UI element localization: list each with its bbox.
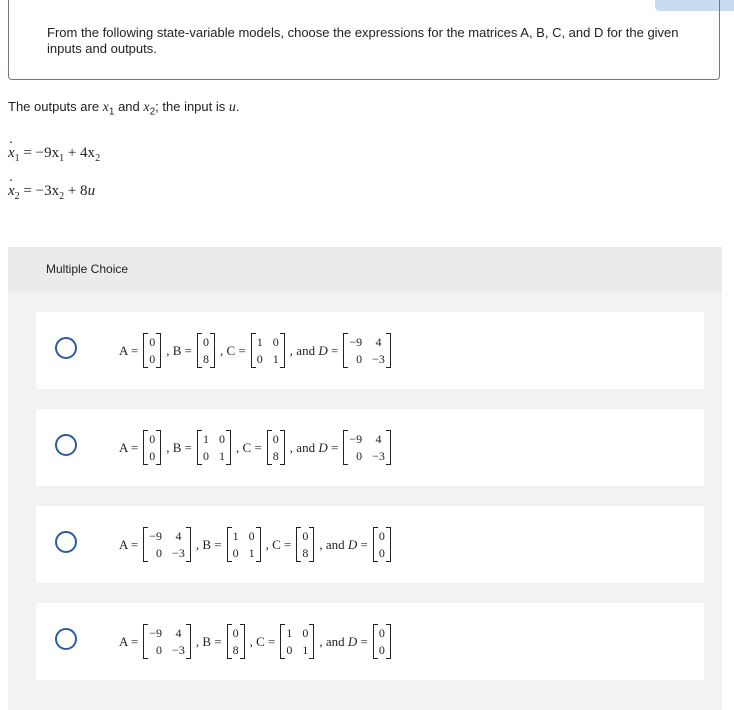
matrix-a xyxy=(143,431,161,464)
label-d xyxy=(290,440,339,456)
matrix-entry: 0 xyxy=(356,352,363,366)
choice-formula xyxy=(116,506,393,583)
radio-button[interactable] xyxy=(55,531,77,553)
matrix-entry: −3 xyxy=(372,449,385,463)
matrix-b xyxy=(197,334,215,367)
matrix-b xyxy=(227,528,261,561)
matrix-d xyxy=(343,431,391,464)
matrix-entry: 1 xyxy=(302,643,309,657)
matrix-entry: 0 xyxy=(149,432,156,446)
matrix-b xyxy=(227,625,245,658)
matrix-entry: 0 xyxy=(302,529,309,543)
matrix-entry: 1 xyxy=(256,335,263,349)
matrix-entry: 8 xyxy=(203,352,210,366)
matrix-c xyxy=(296,528,314,561)
matrix-entry: 0 xyxy=(248,529,255,543)
matrix-entry: 1 xyxy=(203,432,210,446)
matrix-entry: 8 xyxy=(302,546,309,560)
outputs-description: The outputs are $x_1$ and $x_2$; the input is u. xyxy=(8,99,240,118)
choices-container xyxy=(8,292,722,710)
matrix-entry: 1 xyxy=(219,449,226,463)
matrix-entry: 0 xyxy=(149,335,156,349)
matrix-entry: 0 xyxy=(356,449,363,463)
matrix-entry: 0 xyxy=(232,626,239,640)
matrix-b xyxy=(197,431,231,464)
matrix-d xyxy=(373,528,391,561)
matrix-entry: 1 xyxy=(272,352,279,366)
matrix-entry: 0 xyxy=(203,449,210,463)
label-equals: = xyxy=(327,439,339,455)
matrix-entry: 0 xyxy=(378,643,385,657)
label-d-var: D xyxy=(347,633,358,649)
label-d xyxy=(319,537,368,553)
matrix-entry: −9 xyxy=(149,626,163,640)
prompt-text: From the following state-variable models, choose the expressions for the matrices A, B, C, and D for the given inputs and outputs. xyxy=(47,25,679,56)
label-b: , B = xyxy=(166,439,193,455)
label-c: , C = xyxy=(236,439,262,455)
matrix-d xyxy=(343,334,391,367)
matrix-entry: 8 xyxy=(232,643,239,657)
label-and: , and xyxy=(319,536,348,552)
label-equals: = xyxy=(357,633,368,649)
matrix-entry: −3 xyxy=(172,546,185,560)
matrix-entry: 0 xyxy=(272,335,279,349)
matrix-a xyxy=(143,528,191,561)
question-prompt xyxy=(8,0,720,80)
radio-button[interactable] xyxy=(55,337,77,359)
matrix-entry: 8 xyxy=(272,449,279,463)
label-b: , B = xyxy=(195,633,222,649)
label-a: A = xyxy=(119,633,139,649)
matrix-c xyxy=(267,431,285,464)
label-equals: = xyxy=(357,536,368,552)
matrix-entry: −9 xyxy=(349,432,363,446)
label-c: , C = xyxy=(265,536,292,552)
multiple-choice-header xyxy=(8,247,722,292)
matrix-entry: −3 xyxy=(172,643,185,657)
choice-formula xyxy=(116,603,393,680)
matrix-entry: −9 xyxy=(349,335,363,349)
matrix-entry: 4 xyxy=(175,529,182,543)
label-and: , and xyxy=(289,342,319,358)
label-b: , B = xyxy=(166,342,193,358)
matrix-entry: −9 xyxy=(149,529,163,543)
matrix-d xyxy=(373,625,391,658)
matrix-entry: 0 xyxy=(256,352,263,366)
matrix-c xyxy=(251,334,285,367)
matrix-a xyxy=(143,334,161,367)
matrix-entry: 1 xyxy=(286,626,293,640)
label-and: , and xyxy=(319,633,348,649)
matrix-entry: 0 xyxy=(156,643,163,657)
matrix-c xyxy=(280,625,314,658)
label-and: , and xyxy=(289,439,319,455)
label-a: A = xyxy=(119,342,139,358)
label-d-var: D xyxy=(318,342,328,358)
label-c: , C = xyxy=(249,633,276,649)
matrix-entry: 0 xyxy=(302,626,309,640)
matrix-entry: 4 xyxy=(375,432,382,446)
label-c: , C = xyxy=(220,342,246,358)
choice-formula xyxy=(116,409,393,486)
matrix-entry: 4 xyxy=(375,335,382,349)
radio-button[interactable] xyxy=(55,628,77,650)
matrix-entry: 0 xyxy=(232,546,239,560)
matrix-entry: −3 xyxy=(372,352,385,366)
matrix-entry: 0 xyxy=(272,432,279,446)
label-equals: = xyxy=(327,342,339,358)
choice-option-1[interactable] xyxy=(36,312,704,389)
matrix-entry: 0 xyxy=(149,449,156,463)
matrix-entry: 0 xyxy=(156,546,163,560)
label-d xyxy=(290,343,339,359)
label-a: A = xyxy=(119,536,139,552)
label-b: , B = xyxy=(195,536,222,552)
label-d-var: D xyxy=(347,536,358,552)
matrix-entry: 0 xyxy=(203,335,210,349)
matrix-entry: 0 xyxy=(219,432,226,446)
radio-button[interactable] xyxy=(55,434,77,456)
multiple-choice-label: Multiple Choice xyxy=(46,262,129,276)
choice-option-4[interactable] xyxy=(36,603,704,680)
label-a: A = xyxy=(119,439,139,455)
label-d xyxy=(319,634,368,650)
choice-formula xyxy=(116,312,393,389)
label-d-var: D xyxy=(318,439,328,455)
matrix-entry: 0 xyxy=(149,352,156,366)
matrix-entry: 1 xyxy=(232,529,239,543)
equation-x1-dot: · $x_1 = -9x_1 + 4x_2$ xyxy=(8,145,100,164)
choice-option-3[interactable] xyxy=(36,506,704,583)
matrix-entry: 4 xyxy=(175,626,182,640)
equation-x2-dot: · $x_2 = -3x_2 + 8u$ xyxy=(8,183,95,202)
matrix-a xyxy=(143,625,191,658)
matrix-entry: 1 xyxy=(248,546,255,560)
matrix-entry: 0 xyxy=(286,643,293,657)
matrix-entry: 0 xyxy=(378,546,385,560)
choice-option-2[interactable] xyxy=(36,409,704,486)
matrix-entry: 0 xyxy=(378,529,385,543)
matrix-entry: 0 xyxy=(378,626,385,640)
